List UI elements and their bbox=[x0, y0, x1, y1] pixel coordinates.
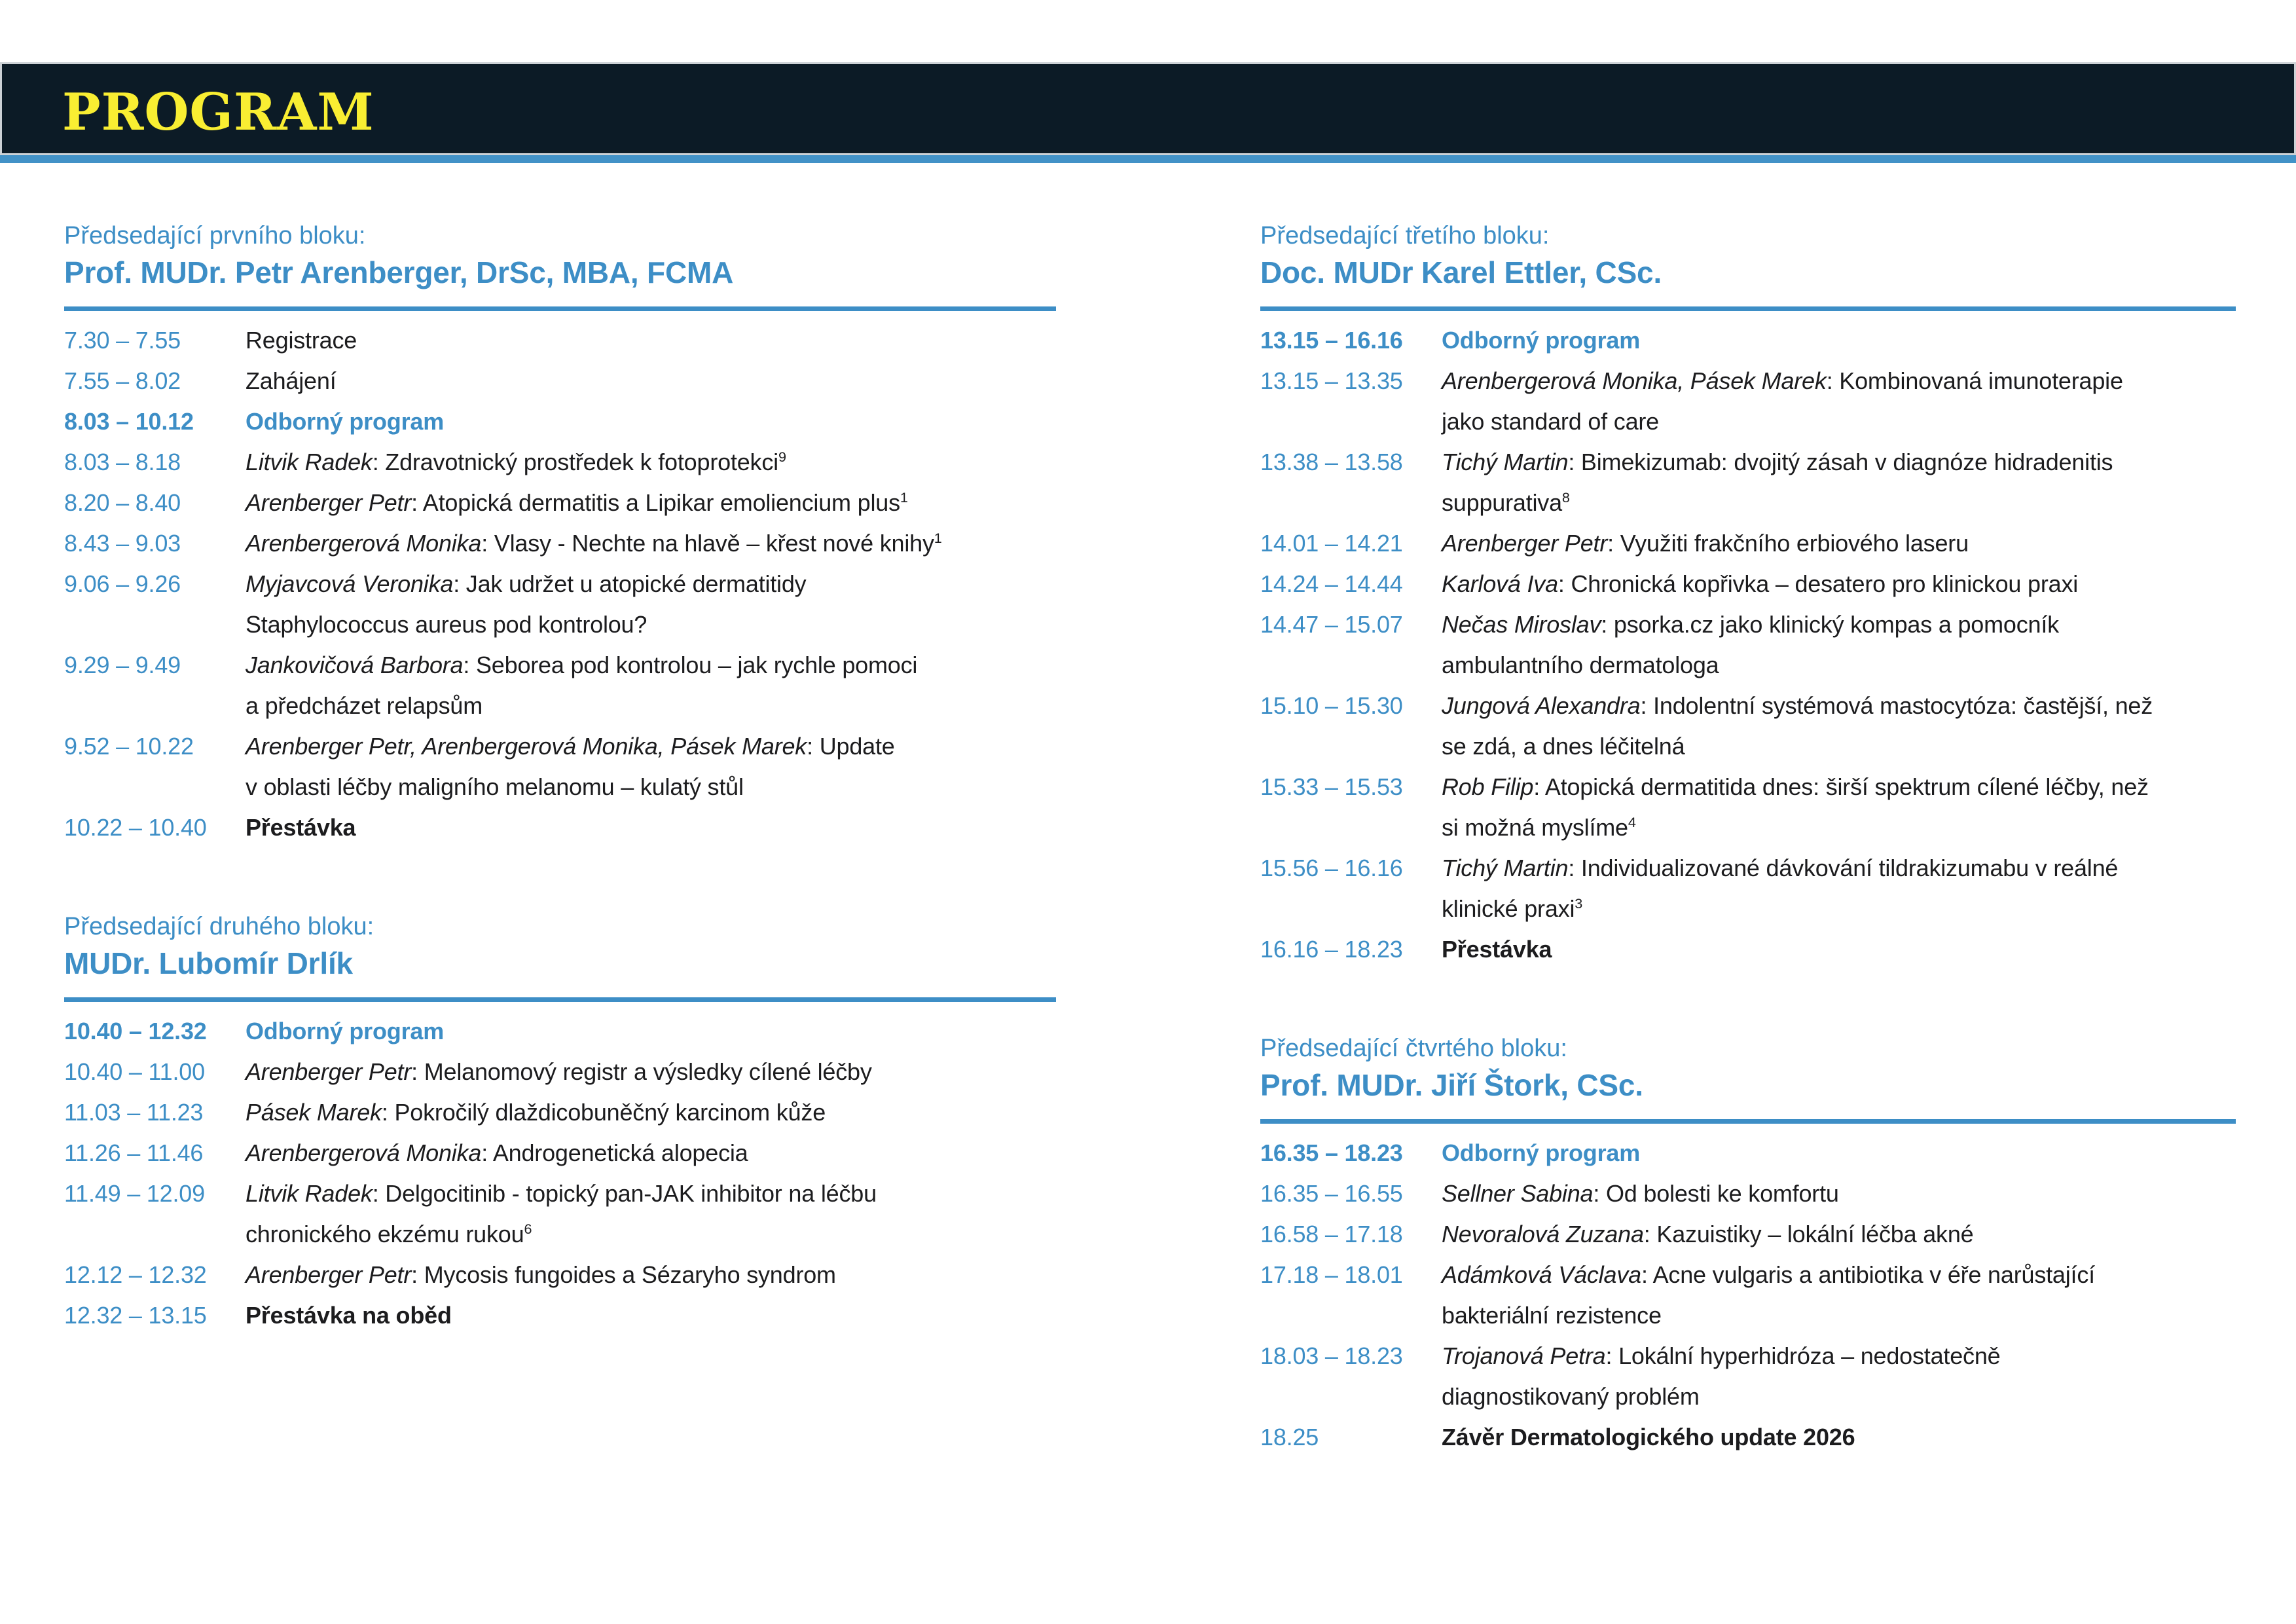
row-text bbox=[246, 523, 1056, 564]
row-line bbox=[1442, 889, 2236, 929]
header-accent-strip bbox=[0, 155, 2296, 163]
time-range: 16.16 – 18.23 bbox=[1260, 936, 1403, 963]
row-text bbox=[1442, 767, 2236, 848]
time-range: 13.38 – 13.58 bbox=[1260, 449, 1403, 475]
row-line bbox=[1442, 564, 2236, 604]
program-row bbox=[1260, 1133, 2236, 1173]
time-range: 7.30 – 7.55 bbox=[64, 327, 181, 354]
row-text bbox=[1442, 361, 2236, 442]
footnote-superscript: 6 bbox=[524, 1221, 532, 1237]
title-text: Přestávka bbox=[246, 814, 356, 841]
title-text: : Indolentní systémová mastocytóza: častější, než bbox=[1640, 692, 2153, 719]
time-range: 14.01 – 14.21 bbox=[1260, 530, 1403, 557]
speaker-name: Adámková Václava bbox=[1442, 1261, 1641, 1288]
program-row bbox=[64, 1052, 1056, 1092]
row-text bbox=[246, 442, 1056, 483]
row-text bbox=[1442, 929, 2236, 970]
speaker-name: Litvik Radek bbox=[246, 1180, 373, 1207]
row-text bbox=[1442, 1255, 2236, 1336]
footnote-superscript: 3 bbox=[1575, 895, 1583, 912]
row-line bbox=[246, 645, 1056, 686]
title-text: Registrace bbox=[246, 327, 357, 354]
row-line bbox=[246, 401, 1056, 442]
row-line bbox=[1442, 686, 2236, 726]
page-title: PROGRAM bbox=[62, 82, 374, 142]
row-text bbox=[246, 1173, 1056, 1255]
program-column-left bbox=[64, 220, 1056, 1336]
program-row bbox=[64, 1011, 1056, 1052]
title-text: : Kazuistiky – lokální léčba akné bbox=[1643, 1221, 1974, 1247]
time-range: 9.29 – 9.49 bbox=[64, 652, 181, 678]
time-range: 16.35 – 16.55 bbox=[1260, 1180, 1403, 1207]
title-text: suppurativa bbox=[1442, 489, 1562, 516]
title-text: Odborný program bbox=[246, 408, 445, 435]
title-text: diagnostikovaný problém bbox=[1442, 1383, 1700, 1410]
time-range: 16.58 – 17.18 bbox=[1260, 1221, 1403, 1247]
time-range: 10.40 – 11.00 bbox=[64, 1058, 205, 1085]
row-text bbox=[1442, 1417, 2236, 1458]
block-rows bbox=[1260, 1133, 2236, 1458]
title-text: : Od bolesti ke komfortu bbox=[1593, 1180, 1839, 1207]
program-row bbox=[1260, 564, 2236, 604]
program-row bbox=[64, 1295, 1056, 1336]
program-row bbox=[1260, 442, 2236, 523]
program-row bbox=[1260, 1417, 2236, 1458]
time-range: 7.55 – 8.02 bbox=[64, 367, 181, 394]
time-range: 8.03 – 8.18 bbox=[64, 449, 181, 475]
row-line bbox=[246, 686, 1056, 726]
row-line bbox=[246, 1295, 1056, 1336]
row-line bbox=[1442, 726, 2236, 767]
speaker-name: Jungová Alexandra bbox=[1442, 692, 1641, 719]
program-row bbox=[1260, 1336, 2236, 1417]
row-line bbox=[246, 320, 1056, 361]
program-row bbox=[1260, 1214, 2236, 1255]
row-line bbox=[246, 442, 1056, 483]
block-divider bbox=[1260, 306, 2236, 311]
speaker-name: Arenberger Petr bbox=[246, 489, 412, 516]
time-range: 10.40 – 12.32 bbox=[64, 1018, 207, 1044]
row-text bbox=[1442, 848, 2236, 929]
time-range: 13.15 – 13.35 bbox=[1260, 367, 1403, 394]
speaker-name: Rob Filip bbox=[1442, 773, 1534, 800]
program-row bbox=[1260, 848, 2236, 929]
time-range: 10.22 – 10.40 bbox=[64, 814, 207, 841]
program-row bbox=[64, 1133, 1056, 1173]
block-chair-name: Doc. MUDr Karel Ettler, CSc. bbox=[1260, 255, 1662, 289]
title-text: : Chronická kopřivka – desatero pro klinickou praxi bbox=[1558, 570, 2079, 597]
program-row bbox=[1260, 686, 2236, 767]
row-line bbox=[1442, 361, 2236, 401]
time-range: 13.15 – 16.16 bbox=[1260, 327, 1403, 354]
row-line bbox=[1442, 483, 2236, 523]
speaker-name: Karlová Iva bbox=[1442, 570, 1558, 597]
time-range: 12.32 – 13.15 bbox=[64, 1302, 207, 1329]
row-line bbox=[1442, 442, 2236, 483]
row-text bbox=[246, 401, 1056, 442]
time-range: 11.49 – 12.09 bbox=[64, 1180, 205, 1207]
title-text: chronického ekzému rukou bbox=[246, 1221, 524, 1247]
title-text: : Melanomový registr a výsledky cílené léčby bbox=[411, 1058, 872, 1085]
time-range: 12.12 – 12.32 bbox=[64, 1261, 207, 1288]
title-text: ambulantního dermatologa bbox=[1442, 652, 1719, 678]
program-row bbox=[1260, 929, 2236, 970]
program-row bbox=[1260, 604, 2236, 686]
title-text: Zahájení bbox=[246, 367, 337, 394]
speaker-name: Arenberger Petr bbox=[246, 1261, 412, 1288]
time-range: 15.33 – 15.53 bbox=[1260, 773, 1403, 800]
speaker-name: Tichý Martin bbox=[1442, 855, 1569, 881]
row-line bbox=[246, 1052, 1056, 1092]
row-line bbox=[1442, 1255, 2236, 1295]
program-row bbox=[64, 442, 1056, 483]
row-line bbox=[246, 767, 1056, 807]
title-text: : Delgocitinib - topický pan-JAK inhibitor na léčbu bbox=[372, 1180, 877, 1207]
title-text: si možná myslíme bbox=[1442, 814, 1628, 841]
program-row bbox=[64, 1173, 1056, 1255]
speaker-name: Arenberger Petr bbox=[246, 1058, 412, 1085]
row-line bbox=[1442, 848, 2236, 889]
time-range: 16.35 – 18.23 bbox=[1260, 1139, 1403, 1166]
row-line bbox=[246, 483, 1056, 523]
program-row bbox=[64, 645, 1056, 726]
program-row bbox=[64, 483, 1056, 523]
title-text: : Mycosis fungoides a Sézaryho syndrom bbox=[411, 1261, 836, 1288]
row-text bbox=[1442, 604, 2236, 686]
row-text bbox=[1442, 686, 2236, 767]
row-text bbox=[246, 1092, 1056, 1133]
row-text bbox=[246, 1255, 1056, 1295]
row-text bbox=[246, 645, 1056, 726]
program-block bbox=[1260, 220, 2236, 970]
program-row bbox=[1260, 1173, 2236, 1214]
header-bar bbox=[0, 62, 2296, 155]
row-text bbox=[246, 320, 1056, 361]
block-rows bbox=[1260, 320, 2236, 970]
title-text: : Pokročilý dlaždicobuněčný karcinom kůže bbox=[381, 1099, 826, 1126]
time-range: 15.56 – 16.16 bbox=[1260, 855, 1403, 881]
speaker-name: Nečas Miroslav bbox=[1442, 611, 1601, 638]
program-block bbox=[64, 911, 1056, 1336]
speaker-name: Litvik Radek bbox=[246, 449, 373, 475]
row-text bbox=[1442, 320, 2236, 361]
title-text: a předcházet relapsům bbox=[246, 692, 483, 719]
time-range: 15.10 – 15.30 bbox=[1260, 692, 1403, 719]
block-chair-name: MUDr. Lubomír Drlík bbox=[64, 946, 353, 980]
title-text: : Zdravotnický prostředek k fotoprotekci bbox=[372, 449, 778, 475]
title-text: : Individualizované dávkování tildrakizumabu v reálné bbox=[1568, 855, 2119, 881]
program-row bbox=[1260, 523, 2236, 564]
speaker-name: Nevoralová Zuzana bbox=[1442, 1221, 1644, 1247]
program-row bbox=[64, 523, 1056, 564]
footnote-superscript: 8 bbox=[1561, 489, 1570, 506]
speaker-name: Jankovičová Barbora bbox=[246, 652, 464, 678]
row-line bbox=[1442, 1417, 2236, 1458]
program-row bbox=[64, 564, 1056, 645]
footnote-superscript: 9 bbox=[778, 449, 786, 465]
footnote-superscript: 4 bbox=[1628, 814, 1636, 830]
title-text: bakteriální rezistence bbox=[1442, 1302, 1662, 1329]
title-text: klinické praxi bbox=[1442, 895, 1575, 922]
row-line bbox=[1442, 1133, 2236, 1173]
row-text bbox=[246, 1295, 1056, 1336]
row-text bbox=[246, 1133, 1056, 1173]
time-range: 17.18 – 18.01 bbox=[1260, 1261, 1403, 1288]
row-line bbox=[1442, 1214, 2236, 1255]
time-range: 14.24 – 14.44 bbox=[1260, 570, 1403, 597]
row-line bbox=[246, 1255, 1056, 1295]
row-text bbox=[1442, 523, 2236, 564]
row-line bbox=[246, 564, 1056, 604]
row-line bbox=[1442, 1295, 2236, 1336]
title-text: : Lokální hyperhidróza – nedostatečně bbox=[1605, 1342, 2001, 1369]
speaker-name: Arenbergerová Monika bbox=[246, 530, 482, 557]
title-text: : Seborea pod kontrolou – jak rychle pomoci bbox=[463, 652, 918, 678]
time-range: 9.52 – 10.22 bbox=[64, 733, 194, 760]
row-text bbox=[246, 361, 1056, 401]
row-line bbox=[1442, 1173, 2236, 1214]
row-text bbox=[246, 807, 1056, 848]
speaker-name: Arenberger Petr, Arenbergerová Monika, Pásek Marek bbox=[246, 733, 807, 760]
program-row bbox=[1260, 1255, 2236, 1336]
title-text: Odborný program bbox=[1442, 327, 1641, 354]
time-range: 11.03 – 11.23 bbox=[64, 1099, 204, 1126]
title-text: se zdá, a dnes léčitelná bbox=[1442, 733, 1685, 760]
row-line bbox=[246, 604, 1056, 645]
time-range: 18.25 bbox=[1260, 1424, 1319, 1450]
speaker-name: Myjavcová Veronika bbox=[246, 570, 454, 597]
row-line bbox=[1442, 807, 2236, 848]
time-range: 11.26 – 11.46 bbox=[64, 1139, 204, 1166]
row-line bbox=[1442, 1376, 2236, 1417]
row-line bbox=[1442, 320, 2236, 361]
row-text bbox=[1442, 1336, 2236, 1417]
title-text: jako standard of care bbox=[1442, 408, 1659, 435]
title-text: : Atopická dermatitis a Lipikar emoliencium plus bbox=[411, 489, 900, 516]
title-text: : Kombinovaná imunoterapie bbox=[1826, 367, 2123, 394]
time-range: 14.47 – 15.07 bbox=[1260, 611, 1403, 638]
title-text: Závěr Dermatologického update 2026 bbox=[1442, 1424, 1855, 1450]
title-text: v oblasti léčby maligního melanomu – kulatý stůl bbox=[246, 773, 744, 800]
row-line bbox=[1442, 1336, 2236, 1376]
block-chair-name: Prof. MUDr. Jiří Štork, CSc. bbox=[1260, 1068, 1643, 1102]
row-line bbox=[246, 1133, 1056, 1173]
row-text bbox=[1442, 442, 2236, 523]
row-line bbox=[1442, 767, 2236, 807]
program-block bbox=[1260, 1033, 2236, 1458]
row-text bbox=[1442, 1173, 2236, 1214]
block-divider bbox=[64, 997, 1056, 1002]
title-text: : Bimekizumab: dvojitý zásah v diagnóze hidradenitis bbox=[1568, 449, 2113, 475]
row-line bbox=[246, 361, 1056, 401]
title-text: Přestávka na oběd bbox=[246, 1302, 452, 1329]
row-line bbox=[246, 807, 1056, 848]
row-line bbox=[246, 726, 1056, 767]
time-range: 8.20 – 8.40 bbox=[64, 489, 181, 516]
footnote-superscript: 1 bbox=[900, 489, 908, 506]
title-text: Přestávka bbox=[1442, 936, 1552, 963]
time-range: 8.03 – 10.12 bbox=[64, 408, 194, 435]
title-text: : Androgenetická alopecia bbox=[481, 1139, 748, 1166]
row-line bbox=[1442, 604, 2236, 645]
block-rows bbox=[64, 1011, 1056, 1336]
title-text: : psorka.cz jako klinický kompas a pomocník bbox=[1601, 611, 2059, 638]
program-row bbox=[64, 320, 1056, 361]
row-text bbox=[246, 1052, 1056, 1092]
program-row bbox=[64, 1255, 1056, 1295]
speaker-name: Sellner Sabina bbox=[1442, 1180, 1594, 1207]
row-line bbox=[246, 523, 1056, 564]
row-text bbox=[246, 726, 1056, 807]
title-text: : Vlasy - Nechte na hlavě – křest nové knihy bbox=[481, 530, 934, 557]
program-row bbox=[1260, 361, 2236, 442]
speaker-name: Arenberger Petr bbox=[1442, 530, 1608, 557]
row-text bbox=[1442, 564, 2236, 604]
program-row bbox=[64, 401, 1056, 442]
speaker-name: Tichý Martin bbox=[1442, 449, 1569, 475]
block-label: Předsedající třetího bloku: bbox=[1260, 222, 1550, 249]
program-row bbox=[64, 807, 1056, 848]
row-line bbox=[246, 1173, 1056, 1214]
program-row bbox=[64, 726, 1056, 807]
time-range: 18.03 – 18.23 bbox=[1260, 1342, 1403, 1369]
title-text: : Jak udržet u atopické dermatitidy bbox=[453, 570, 807, 597]
program-block bbox=[64, 220, 1056, 848]
row-text bbox=[246, 483, 1056, 523]
program-row bbox=[64, 1092, 1056, 1133]
block-divider bbox=[1260, 1119, 2236, 1124]
title-text: : Acne vulgaris a antibiotika v éře narůstající bbox=[1641, 1261, 2095, 1288]
block-label: Předsedající čtvrtého bloku: bbox=[1260, 1035, 1567, 1062]
speaker-name: Arenbergerová Monika bbox=[246, 1139, 482, 1166]
title-text: : Update bbox=[807, 733, 895, 760]
block-divider bbox=[64, 306, 1056, 311]
program-column-right bbox=[1260, 220, 2236, 1458]
speaker-name: Trojanová Petra bbox=[1442, 1342, 1606, 1369]
row-line bbox=[1442, 929, 2236, 970]
program-row bbox=[1260, 767, 2236, 848]
row-line bbox=[1442, 645, 2236, 686]
title-text: Odborný program bbox=[1442, 1139, 1641, 1166]
footnote-superscript: 1 bbox=[934, 530, 942, 546]
program-row bbox=[1260, 320, 2236, 361]
row-text bbox=[246, 564, 1056, 645]
row-text bbox=[1442, 1214, 2236, 1255]
title-text: Staphylococcus aureus pod kontrolou? bbox=[246, 611, 647, 638]
row-line bbox=[246, 1092, 1056, 1133]
speaker-name: Arenbergerová Monika, Pásek Marek bbox=[1442, 367, 1827, 394]
time-range: 8.43 – 9.03 bbox=[64, 530, 181, 557]
row-text bbox=[1442, 1133, 2236, 1173]
row-line bbox=[246, 1214, 1056, 1255]
block-chair-name: Prof. MUDr. Petr Arenberger, DrSc, MBA, FCMA bbox=[64, 255, 734, 289]
block-label: Předsedající druhého bloku: bbox=[64, 913, 374, 940]
row-line bbox=[1442, 523, 2236, 564]
title-text: : Atopická dermatitida dnes: širší spektrum cílené léčby, než bbox=[1533, 773, 2149, 800]
row-text bbox=[246, 1011, 1056, 1052]
title-text: Odborný program bbox=[246, 1018, 445, 1044]
time-range: 9.06 – 9.26 bbox=[64, 570, 181, 597]
row-line bbox=[246, 1011, 1056, 1052]
block-rows bbox=[64, 320, 1056, 848]
speaker-name: Pásek Marek bbox=[246, 1099, 382, 1126]
title-text: : Využiti frakčního erbiového laseru bbox=[1607, 530, 1969, 557]
program-row bbox=[64, 361, 1056, 401]
block-label: Předsedající prvního bloku: bbox=[64, 222, 366, 249]
row-line bbox=[1442, 401, 2236, 442]
